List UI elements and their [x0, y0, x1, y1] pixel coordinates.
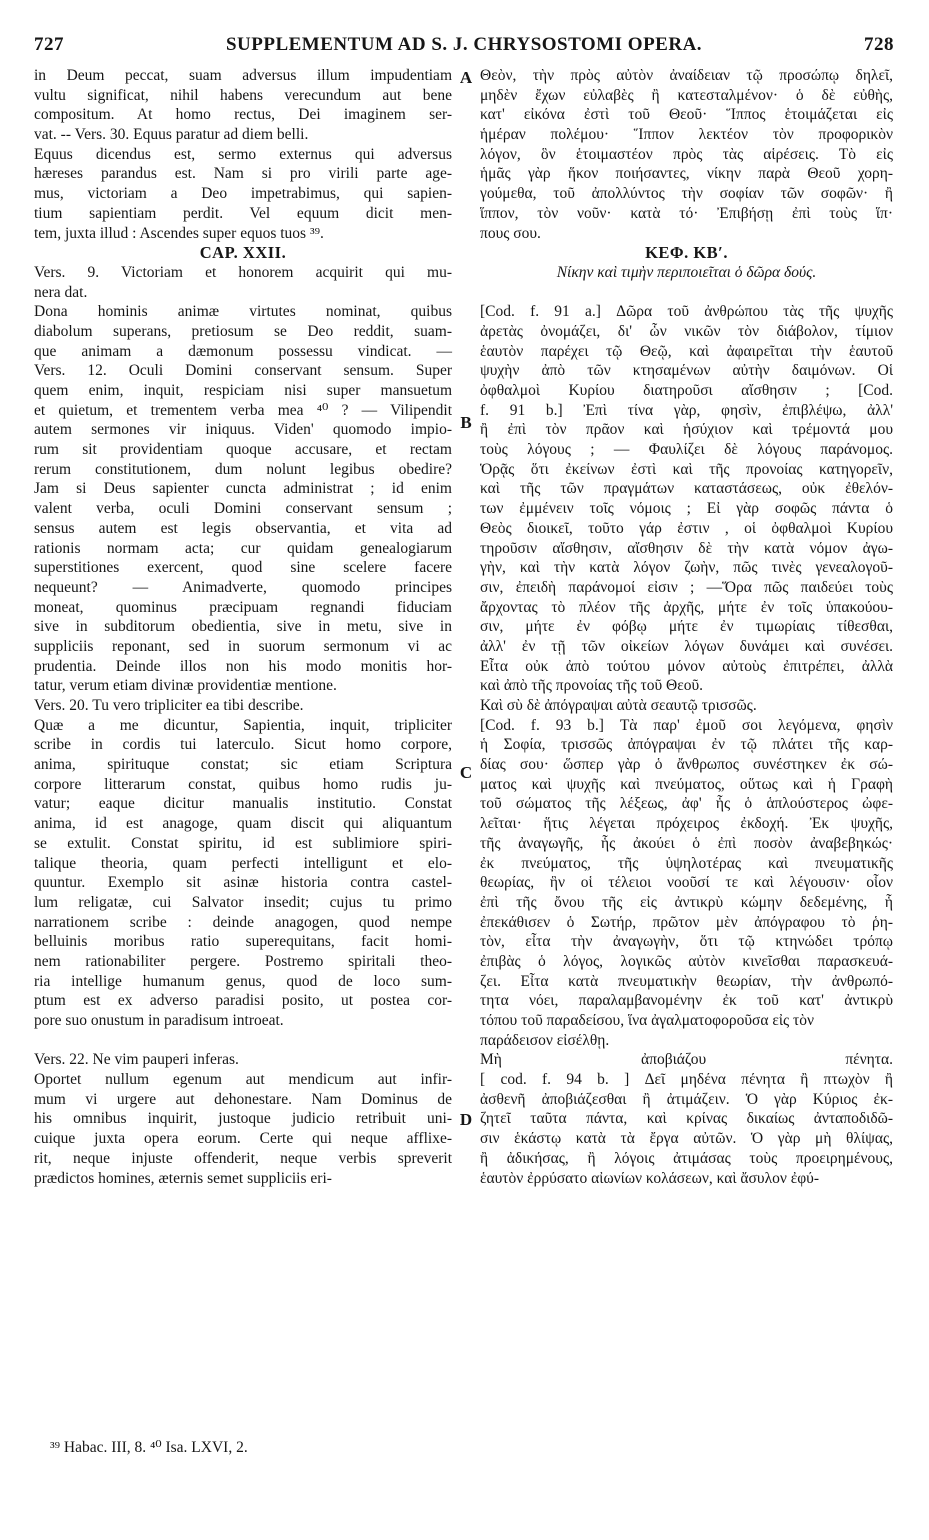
text-line: sensus autem est legis observantia, et vita ad [34, 519, 452, 537]
text-line: mus, victoriam a Deo impetrabimus, qui sapien- [34, 185, 452, 203]
text-line: anima, id est anagoge, quam discit qui aliquantum [34, 815, 452, 833]
text-line: Dona hominis animæ virtutes nominat, quibus [34, 303, 452, 321]
text-line: his omnibus inquirit, justoque judicio retribuit uni- [34, 1110, 452, 1128]
chapter-heading: ΚΕΦ. ΚΒʹ. [645, 243, 728, 263]
text-line: γούμεθα, τοῦ ἀπολλύντος τὴν σοφίαν τῶν σοφῶν· ἢ [480, 185, 893, 203]
text-line: superstitiones exercent, quod sine scelere facere [34, 559, 452, 577]
text-line: [Cod. f. 93 b.] Τὰ παρ' ἐμοῦ σοι λεγόμενα, φησὶν [480, 716, 893, 734]
text-line: anima, spirituque constat; sic etiam Scriptura [34, 756, 452, 774]
text-line: narrationem scribe : deinde anagogen, quod nempe [34, 913, 452, 931]
text-line: ψυχὴν ἀπὸ τῶν κτησαμένων αὐτὴν δαιμόνων. Οἱ [480, 362, 893, 380]
text-line: λεῖται· ἥτις λέγεται πρόχειρος ἐκδοχή. Ἐκ ψυχῆς, [480, 815, 893, 833]
text-line: ἐκ πνεύματος, τῆς ὑψηλοτέρας καὶ πνευματικῆς [480, 854, 893, 872]
text-line: λόγον, ὃν ἑτοιμαστέον πρὸς τὰς αἱρέσεις. Τὸ εἰς [480, 145, 893, 163]
text-line: Vers. 20. Tu vero tripliciter ea tibi describe. [34, 697, 304, 714]
text-line: ἐπεκάθισεν ὁ Σωτήρ, πρῶτον μὲν ἀπόγραφου τὸ ῥη- [480, 913, 893, 931]
page-number-left: 727 [34, 34, 64, 55]
text-line: ria intellige humanum genus, quod de loco sum- [34, 972, 452, 990]
text-line: [Cod. f. 91 a.] Δῶρα τοῦ ἀνθρώπου τὰς τῆς ψυχῆς [480, 303, 893, 321]
text-line: ἄρχοντας τὸ πλέον τῆς ἀρχῆς, μήτε ἐν τοῖς ὑπακούου- [480, 598, 893, 616]
text-line: τητα νόει, παραλαμβανομένην ἐκ τοῦ κατ' ἀντικρὺ [480, 992, 893, 1010]
text-line: ἑαυτὸν ἐρρύσατο αἰωνίων κολάσεων, καὶ ἄσυλον ἐφύ- [480, 1169, 820, 1187]
margin-marker-d: D [459, 1110, 473, 1129]
chapter-heading: CAP. XXII. [199, 243, 287, 263]
text-line: tium sapientiam perdit. Vel equum dicit men- [34, 204, 452, 222]
text-line: nequeunt? — Animadverte, quomodo principes [34, 578, 452, 596]
text-line: f. 91 b.] Ἐπὶ τίνα γὰρ, φησὶν, ἐπιβλέψω, ἀλλ' [480, 401, 893, 419]
text-line: moneat, quominus præcipuam regnandi fiduciam [34, 598, 452, 616]
running-title: SUPPLEMENTUM AD S. J. CHRYSOSTOMI OPERA. [225, 34, 703, 55]
text-line: Equus dicendus est, sermo externus qui adversus [34, 145, 452, 163]
footnotes: ³⁹ Habac. III, 8. ⁴⁰ Isa. LXVI, 2. [50, 1439, 248, 1456]
text-line: talique theoria, quam perfecti intelligunt et elo- [34, 854, 452, 872]
text-line: καὶ τῆς τῶν πραγμάτων καταστάσεως, οὐκ ἐθελόν- [480, 480, 893, 498]
margin-marker-c: C [459, 763, 473, 782]
text-line: vatur; eaque dicitur manualis institutio. Constat [34, 795, 452, 813]
margin-marker-a: A [459, 68, 473, 87]
text-line: quem enim, inquit, respiciam nisi super mansuetum [34, 382, 452, 399]
text-line: ἢ ἀδικήσας, ἢ λόγοις ἀτιμάσας τοὺς προειρημένους, [480, 1149, 893, 1167]
text-line: ἀλλ' ἐν τῇ τῶν οἰκείων λόγων δυνάμει καὶ συνέσει. [480, 637, 893, 655]
text-line: ζητεῖ ταῦτα πάντα, καὶ κρίνας δικαίως ἀνταποδιδῶ- [480, 1110, 893, 1128]
blank-line [480, 283, 893, 303]
page-header [34, 34, 894, 60]
text-line: ἡμᾶς γὰρ ἥκον ποιήσαντες, νίκην παρὰ Θεοῦ χορη- [480, 165, 893, 183]
page-number-right: 728 [864, 34, 894, 55]
text-line: ἐπὶ τῆς ὄνου τῆς εἰς ἀντικρὺ κώμην δεδεμένης, ἧ [480, 893, 893, 911]
text-line: corpore litterarum constat, quibus homo rudis ju- [34, 775, 452, 793]
text-line: σιν ἑκάστῳ κατὰ τὰ ἔργα αὐτῶν. Ὁ γὰρ μὴ θλίψας, [480, 1130, 893, 1148]
text-line: τοὺς λόγους ; — Φαυλίζει δὲ λόγους παράνομος. [480, 441, 893, 459]
text-line: ἡ Σοφία, τρισσῶς ἀπόγραψαι ἐν τῷ πλάτει τῆς καρ- [480, 736, 893, 754]
text-line: δίας σου· ὥσπερ γὰρ ὁ ἄνθρωπος συνέστηκεν ἐκ σώ- [480, 756, 893, 774]
text-line: rum sit providentiam quoque accusare, et rectam [34, 441, 452, 459]
text-line: τοῦ σώματος τῆς λέξεως, ἀφ' ἧς ὁ ἁπλούστερος ὠφε- [480, 795, 893, 813]
text-line: prædictos homines, æternis semet suppliciis eri- [34, 1169, 332, 1187]
text-line: των ἐμμένειν τοῖς νόμοις ; Εἰ γὰρ σοφῶς πάντα ὁ [480, 500, 893, 518]
text-line: Καὶ σὺ δὲ ἀπόγραψαι αὐτὰ σεαυτῷ τρισσῶς. [480, 697, 757, 714]
text-line: ptum est ex adverso paradisi posito, ut postea cor- [34, 992, 452, 1010]
text-line: τόπου τοῦ παραδείσου, ἵνα ἀγαλματοφοροῦσα εἰς τὸν [480, 1012, 815, 1029]
blank-line [34, 1031, 452, 1051]
text-line: Θεὸς διοικεῖ, τοῦτο γάρ ἐστιν , οἱ ὀφθαλμοὶ Κυρίου [480, 519, 893, 537]
text-line: Quæ a me dicuntur, Sapientia, inquit, tripliciter [34, 716, 452, 734]
text-line: ἀρετὰς ὀνομάζει, δι' ὧν νικῶν τὸν διάβολον, τίμιον [480, 322, 893, 340]
text-line: Ὁρᾷς ὅτι ἐκείνων ἐστὶ καὶ τῆς προνοίας κατηγορεῖν, [480, 460, 893, 478]
text-line: tatur, verum etiam divinæ providentiæ mentione. [34, 677, 337, 695]
text-line: ζει. Εἶτα κατὰ πνευματικὴν θεωρίαν, τὴν ἀνθρωπό- [480, 972, 893, 990]
text-line: ἵππον, τὸν νοῦν· κατὰ τό· Ἐπιβήσῃ ἐπὶ τοὺς ἵπ· [480, 204, 893, 222]
text-line: nera dat. [34, 283, 88, 301]
text-line: nem rationabiliter pergere. Postremo spiritali theo- [34, 952, 452, 970]
text-line: prudentia. Deinde illos non his modo monitis hor- [34, 657, 452, 675]
text-line: et quietum, et trementem verba mea ⁴⁰ ? — Vilipendit [34, 401, 452, 419]
text-line: καὶ ἀπὸ τῆς προνοίας τῆς τοῦ Θεοῦ. [480, 677, 704, 695]
text-line: σιν, ἐπειδὴ παράνομοί εἰσιν ; —Ὅρα πῶς παιδεύει τοὺς [480, 578, 893, 596]
text-line: Vers. 9. Victoriam et honorem acquirit qui mu- [34, 263, 452, 281]
margin-marker-b: B [460, 413, 472, 432]
text-line: vat. -- Vers. 30. Equus paratur ad diem belli. [34, 126, 309, 144]
text-line: suppliciis reponant, sed in suorum sermonum vi ac [34, 637, 452, 655]
text-line: ἡμέραν πολέμου· Ἵππον λεκτέον τὸν προφορικὸν [480, 126, 893, 144]
text-line: Εἶτα οὐκ ἀπὸ τούτου μόνον αὐτοὺς ἐπιτρέπει, ἀλλὰ [480, 657, 893, 675]
text-line: Θεὸν, τὴν πρὸς αὐτὸν ἀναίδειαν τῷ προσώπῳ δηλεῖ, [480, 67, 893, 84]
text-line: rerum constitutionem, dum nolunt legibus obedire? [34, 460, 452, 478]
text-line: tem, juxta illud : Ascendes super equos tuos ³⁹. [34, 224, 324, 242]
text-line: lum religatæ, cui Salvator insedit; cujus tu primo [34, 893, 452, 911]
text-line: pore suo onustum in paradisum introeat. [34, 1012, 284, 1029]
greek-column [480, 66, 893, 1188]
text-line: autem sermones vir iniquus. Viden' quomodo impio- [34, 421, 452, 439]
text-line: sive in subditorum obedientia, sive in metu, sive in [34, 618, 452, 636]
text-line: σιν, μήτε ἐν φόβῳ μήτε ἐν τιμωρίαις τίθεσθαι, [480, 618, 893, 636]
text-line: que animam a dæmonum possessu vindicat. — [34, 342, 452, 360]
text-line: ματος καὶ ψυχῆς καὶ πνεύματος, οὕτως καὶ ἡ Γραφὴ [480, 775, 893, 793]
text-line: ἀσθενῆ ἀποβιάζεσθαι ἢ ἀτιμάζειν. Ὁ γὰρ Κύριος ἐκ- [480, 1090, 893, 1108]
text-line: ἑαυτὸν παρέχει τῷ Θεῷ, καὶ ἀφαιρεῖται τὴν ἑαυτοῦ [480, 342, 893, 360]
text-line: in Deum peccat, suam adversus illum impudentiam [34, 67, 452, 84]
text-line: rit, neque injuste offenderit, neque verbis spreverit [34, 1149, 452, 1167]
text-line: hæreses parandus est. Nam si pro virili parte age- [34, 165, 452, 183]
text-line: θεωρίας, ἣν οἱ τέλειοι νοοῦσί τε καὶ λέγουσιν· οἷον [480, 874, 893, 892]
text-line: γὴν, καὶ τὴν κατὰ λόγον ζωὴν, πῶς τινὲς γενεαλογοῦ- [480, 559, 893, 577]
text-line: τὸν, εἶτα τὴν ἀναγωγὴν, ὅτι τῷ κτηνώδει τρόπῳ [480, 933, 893, 951]
text-line: se extulit. Constat spiritu, id est sublimiore spiri- [34, 834, 452, 852]
text-line: μηδὲν ἔχων εὐλαβὲς ἢ κατεσταλμένον· ὁ δὲ εὐθὴς, [480, 86, 893, 104]
text-line: compositum. At homo rectus, Dei imaginem ser- [34, 106, 452, 124]
text-line: mum vi urgere aut dehonestare. Nam Dominus de [34, 1090, 452, 1108]
text-line: Vers. 22. Ne vim pauperi inferas. [34, 1051, 239, 1069]
text-line: Vers. 12. Oculi Domini conservant sensum. Super [34, 362, 452, 380]
text-line: Μὴ ἀποβιάζου πένητα. [480, 1051, 893, 1069]
text-line: ἢ ἐπὶ τὸν πρᾶον καὶ ἡσύχιον καὶ τρέμοντά μου [480, 421, 893, 439]
text-line: quuntur. Exemplo sit asinæ historia contra castel- [34, 874, 452, 892]
text-line: Νίκην καὶ τιμὴν περιποιεῖται ὁ δῶρα δούς. [556, 263, 817, 281]
text-line: [ cod. f. 94 b. ] Δεῖ μηδένα πένητα ἢ πτωχὸν ἢ [480, 1071, 893, 1089]
text-line: Jam si Deus sapienter cuncta administrat ; id enim [34, 480, 452, 498]
text-line: cuique juxta opera eorum. Certe qui neque afflixe- [34, 1130, 452, 1148]
latin-column [34, 66, 452, 1188]
text-line: παράδεισον εἰσέλθῃ. [480, 1031, 610, 1049]
text-line: ὀφθαλμοὶ Κυρίου διατηροῦσι αἴσθησιν ; [Cod. [480, 382, 893, 399]
text-line: scribe in cordis tui laterculo. Sicut homo corpore, [34, 736, 452, 754]
text-line: valent verba, oculi Domini conservant sensum ; [34, 500, 452, 518]
text-line: τῆς ἀναγωγῆς, ἧς ἀκούει ὁ ἐπὶ ποσὸν ἀναβεβηκώς· [480, 834, 893, 852]
text-line: κατ' εἰκόνα ἐστὶ τοῦ Θεοῦ· Ἵππος ἑτοιμάζεται εἰς [480, 106, 893, 124]
text-line: πους σου. [480, 224, 541, 242]
text-line: τηροῦσιν αἴσθησιν, αἴσθησιν δὲ τὴν κατὰ νόμον ἀγω- [480, 539, 893, 557]
text-line: belluinis moribus ratio superequitans, facit homi- [34, 933, 452, 951]
text-line: vultu significat, nihil habens verecundum aut bene [34, 86, 452, 104]
text-line: Oportet nullum egenum aut mendicum aut infir- [34, 1071, 452, 1089]
text-line: rationis normam acta; cur quidam genealogiarum [34, 539, 452, 557]
text-line: ἐπιβὰς ὁ λόγος, λογικῶς αὐτὸν κινεῖσθαι παρασκευά- [480, 952, 893, 970]
text-line: diabolum superans, pretiosum se Deo reddit, suam- [34, 322, 452, 340]
